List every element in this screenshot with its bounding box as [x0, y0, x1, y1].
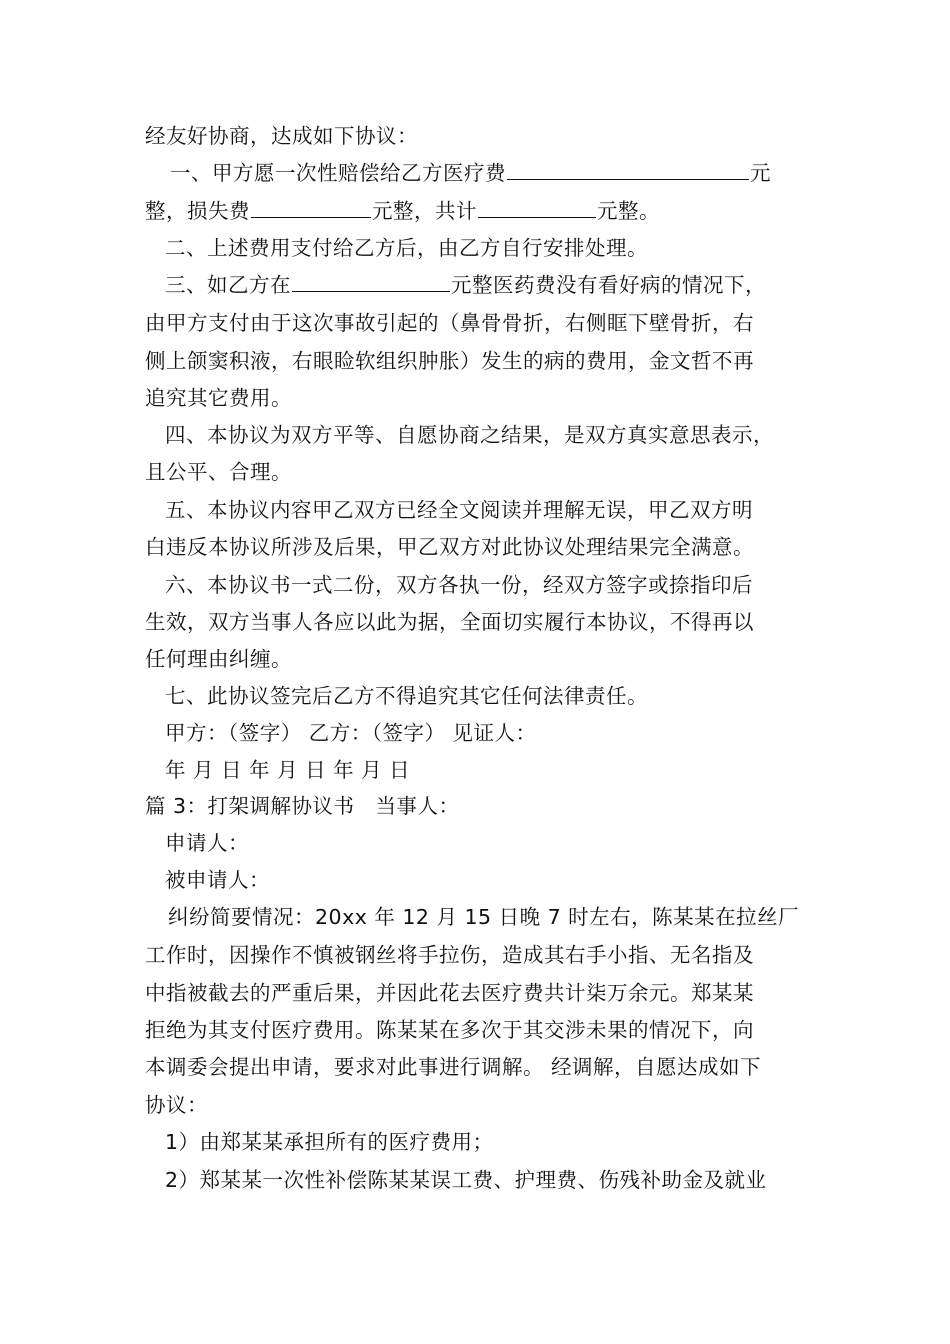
text-line: 生效，双方当事人各应以此为据，全面切实履行本协议，不得再以 — [145, 610, 754, 634]
applicant-label: 申请人： — [165, 831, 249, 855]
total-label: 元整，共计 — [372, 199, 477, 223]
clause-7: 七、此协议签完后乙方不得追究其它任何法律责任。 — [165, 684, 648, 708]
clause-5: 五、本协议内容甲乙双方已经全文阅读并理解无误，甲乙双方明 — [165, 498, 753, 522]
text-line: 本调委会提出申请，要求对此事进行调解。 经调解，自愿达成如下 — [145, 1055, 762, 1079]
text-line: 追究其它费用。 — [145, 386, 292, 410]
text-line: 由甲方支付由于这次事故引起的（鼻骨骨折，右侧眶下壁骨折，右 — [145, 311, 754, 335]
clause-1-unit: 元 — [750, 161, 771, 185]
clause-3-text: 三、如乙方在 — [165, 273, 291, 297]
clause-3-blank — [292, 271, 450, 292]
text-line: 中指被截去的严重后果，并因此花去医疗费共计柒万余元。郑某某 — [145, 981, 754, 1005]
total-blank — [478, 197, 596, 218]
total-unit: 元整。 — [597, 199, 660, 223]
text-line: 经友好协商，达成如下协议： — [145, 124, 418, 148]
medical-fee-blank — [507, 159, 749, 180]
clause-1-text: 一、甲方愿一次性赔偿给乙方医疗费 — [170, 161, 506, 185]
dispute-summary: 纠纷简要情况：20xx 年 12 月 15 日晚 7 时左右，陈某某在拉丝厂 — [168, 905, 800, 929]
signature-line: 甲方：（签字） 乙方：（签字） 见证人： — [165, 721, 537, 745]
agreement-item-1: 1）由郑某某承担所有的医疗费用； — [165, 1130, 494, 1154]
text-line: 任何理由纠缠。 — [145, 647, 292, 671]
section-heading: 篇 3：打架调解协议书 当事人： — [145, 794, 460, 818]
clause-1-cont-line — [145, 197, 660, 225]
loss-fee-blank — [251, 197, 371, 218]
clause-3-cont: 元整医药费没有看好病的情况下， — [451, 273, 766, 297]
loss-fee-label: 整，损失费 — [145, 199, 250, 223]
text-line: 且公平、合理。 — [145, 460, 292, 484]
respondent-label: 被申请人： — [165, 868, 270, 892]
clause-6: 六、本协议书一式二份，双方各执一份，经双方签字或捺指印后 — [165, 573, 753, 597]
text-line: 协议： — [145, 1093, 208, 1117]
text-line: 侧上颌窦积液，右眼睑软组织肿胀）发生的病的费用，金文哲不再 — [145, 349, 754, 373]
clause-4: 四、本协议为双方平等、自愿协商之结果，是双方真实意思表示， — [165, 423, 774, 447]
clause-1-line — [170, 159, 771, 187]
text-line: 工作时，因操作不慎被钢丝将手拉伤，造成其右手小指、无名指及 — [145, 943, 754, 967]
clause-3-line — [165, 271, 766, 299]
text-line: 白违反本协议所涉及后果，甲乙双方对此协议处理结果完全满意。 — [145, 535, 754, 559]
date-line: 年 月 日 年 月 日 年 月 日 — [165, 758, 411, 782]
agreement-item-2: 2）郑某某一次性补偿陈某某误工费、护理费、伤残补助金及就业 — [165, 1168, 767, 1192]
text-line: 拒绝为其支付医疗费用。陈某某在多次于其交涉未果的情况下，向 — [145, 1018, 754, 1042]
clause-2: 二、上述费用支付给乙方后，由乙方自行安排处理。 — [165, 236, 648, 260]
